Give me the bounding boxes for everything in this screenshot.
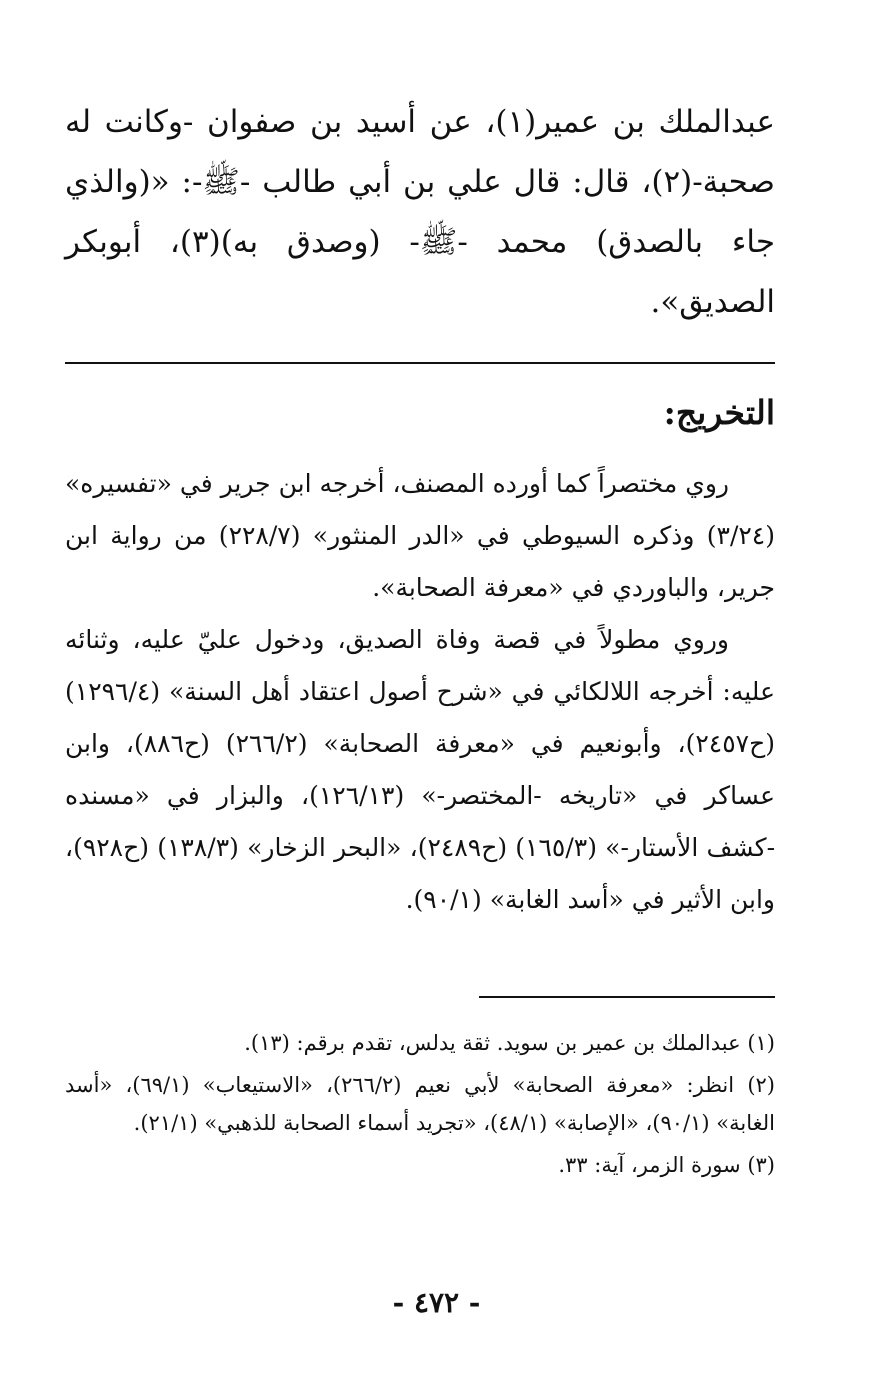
section-divider <box>65 362 775 364</box>
footnotes <box>65 1024 775 1188</box>
footnote-2: (٢) انظر: «معرفة الصحابة» لأبي نعيم (٢٦٦/٢)، «الاستيعاب» (٦٩/١)، «أسد الغابة» (٩٠/١)، «الإصابة» (٤٨/١)، «تجريد أسماء الصحابة للذهبي» (٢١/١). <box>65 1073 775 1135</box>
takhrij-body <box>65 458 775 926</box>
page-number: - ٤٧٢ - <box>392 1286 481 1319</box>
footnote-3: (٣) سورة الزمر، آية: ٣٣. <box>558 1153 775 1177</box>
main-text-paragraph: عبدالملك بن عمير(١)، عن أسيد بن صفوان -وكانت له صحبة-(٢)، قال: قال علي بن أبي طالب -ﷺ-: «(والذي جاء بالصدق) محمد -ﷺ- (وصدق به)(٣)، أبوبكر الصديق». <box>65 104 776 320</box>
takhrij-paragraph-2: وروي مطولاً في قصة وفاة الصديق، ودخول عليّ عليه، وثنائه عليه: أخرجه اللالكائي في «شرح أصول اعتقاد أهل السنة» (١٢٩٦/٤) (ح٢٤٥٧)، وأبونعيم في «معرفة الصحابة» (٢٦٦/٢) (ح٨٨٦)، وابن عساكر في «تاريخه -المختصر-» (١٢٦/١٣)، والبزار في «مسنده -كشف الأستار-» (١٦٥/٣) (ح٢٤٨٩)، «البحر الزخار» (١٣٨/٣) (ح٩٢٨)، وابن الأثير في «أسد الغابة» (٩٠/١). <box>65 625 776 914</box>
section-title: التخريج: <box>663 393 775 432</box>
takhrij-paragraph-1: روي مختصراً كما أورده المصنف، أخرجه ابن جرير في «تفسيره» (٣/٢٤) وذكره السيوطي في «الدر المنثور» (٢٢٨/٧) من رواية ابن جرير، والباوردي في «معرفة الصحابة». <box>65 469 776 602</box>
footnote-1: (١) عبدالملك بن عمير بن سويد. ثقة يدلس، تقدم برقم: (١٣). <box>244 1031 775 1055</box>
footnote-divider <box>479 996 775 998</box>
main-text-block <box>65 92 775 332</box>
